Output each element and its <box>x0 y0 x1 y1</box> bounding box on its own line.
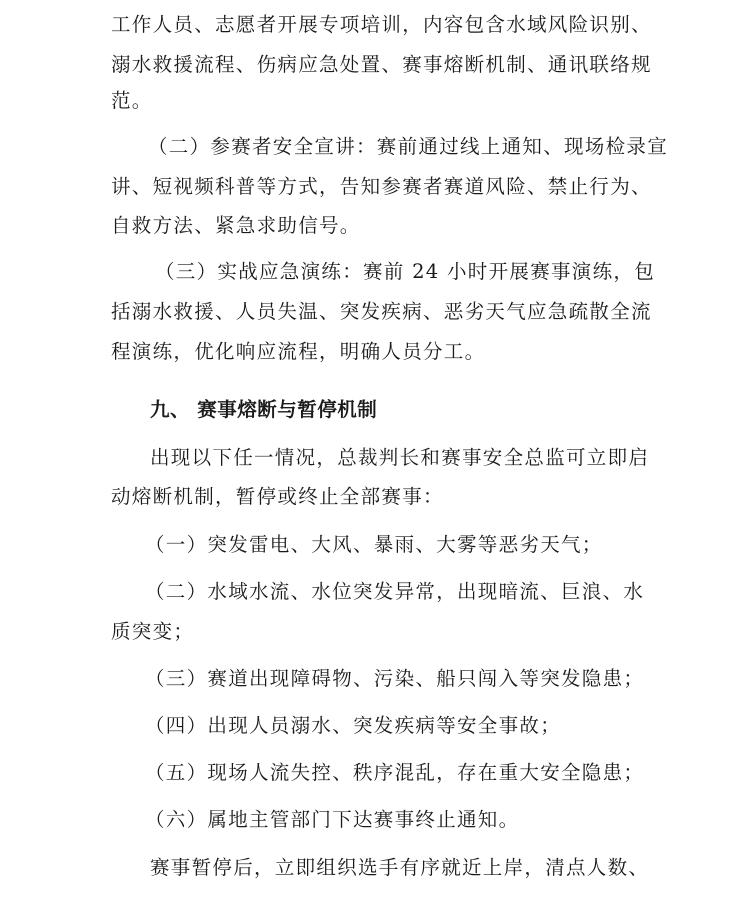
list-item-line: （一）突发雷电、大风、暴雨、大雾等恶劣天气； <box>145 533 603 556</box>
paragraph-line: 自救方法、紧急求助信号。 <box>111 214 361 237</box>
section-heading: 九、 赛事熔断与暂停机制 <box>150 398 378 421</box>
list-item-line: （四）出现人员溺水、突发疾病等安全事故； <box>145 714 562 737</box>
paragraph-line: 括溺水救援、人员失温、突发疾病、恶劣天气应急疏散全流 <box>111 300 652 323</box>
paragraph-line: 讲、短视频科普等方式，告知参赛者赛道风险、禁止行为、 <box>111 175 652 198</box>
list-item-line: （三）赛道出现障碍物、污染、船只闯入等突发隐患； <box>145 667 645 690</box>
list-item-line: （三）实战应急演练：赛前 24 小时开展赛事演练，包 <box>155 260 656 283</box>
list-item-line: （二）水域水流、水位突发异常，出现暗流、巨浪、水 <box>145 580 645 603</box>
paragraph-line: 程演练，优化响应流程，明确人员分工。 <box>111 340 486 363</box>
paragraph-line: 质突变； <box>111 620 195 643</box>
paragraph-line: 溺水救援流程、伤病应急处置、赛事熔断机制、通讯联络规 <box>111 53 652 76</box>
paragraph-line: 赛事暂停后，立即组织选手有序就近上岸，清点人数、 <box>150 856 650 879</box>
list-item-line: （二）参赛者安全宣讲：赛前通过线上通知、现场检录宣 <box>148 135 669 158</box>
list-item-line: （五）现场人流失控、秩序混乱，存在重大安全隐患； <box>145 761 645 784</box>
paragraph-line: 动熔断机制，暂停或终止全部赛事： <box>111 485 444 508</box>
paragraph-line: 工作人员、志愿者开展专项培训，内容包含水域风险识别、 <box>111 13 652 36</box>
paragraph-line: 范。 <box>111 89 153 112</box>
list-item-line: （六）属地主管部门下达赛事终止通知。 <box>145 808 520 831</box>
paragraph-line: 出现以下任一情况，总裁判长和赛事安全总监可立即启 <box>150 446 650 469</box>
